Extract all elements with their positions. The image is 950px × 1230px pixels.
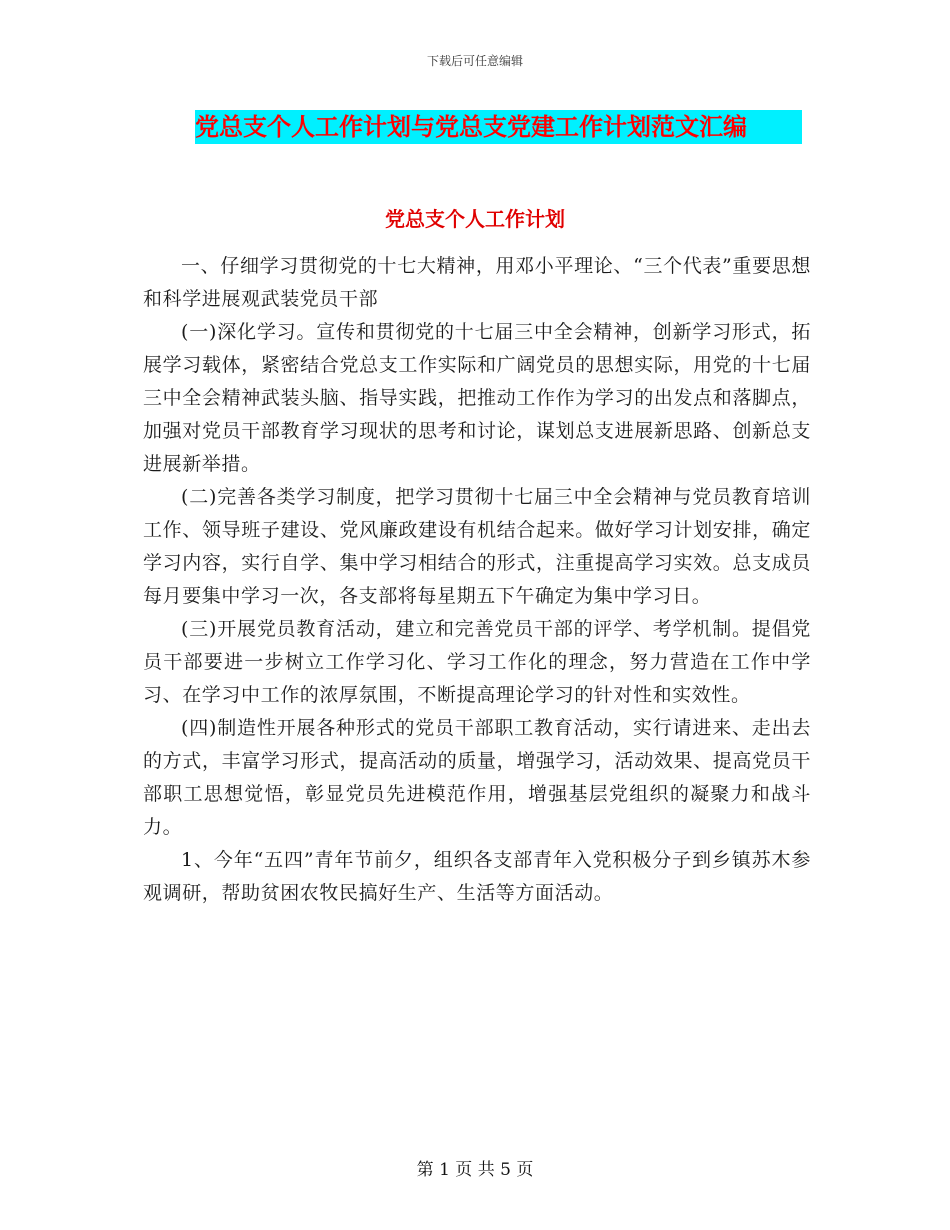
page-number-footer: 第 1 页 共 5 页 xyxy=(416,1160,534,1180)
paragraph-subitem-1: 1、今年“五四”青年节前夕，组织各支部青年入党积极分子到乡镇苏木参观调研，帮助贫困农牧民搞好生产、生活等方面活动。 xyxy=(143,849,811,904)
paragraph-heading-1: 一、仔细学习贯彻党的十七大精神，用邓小平理论、“三个代表”重要思想和科学进展观武装党员干部 xyxy=(143,255,811,310)
document-body xyxy=(143,250,811,910)
main-title-highlight xyxy=(195,110,802,144)
paragraph-item-2: (二)完善各类学习制度，把学习贯彻十七届三中全会精神与党员教育培训工作、领导班子建设、党风廉政建设有机结合起来。做好学习计划安排，确定学习内容，实行自学、集中学习相结合的形式，注重提高学习实效。总支成员每月要集中学习一次，各支部将每星期五下午确定为集中学习日。 xyxy=(143,486,811,607)
paragraph-item-3: (三)开展党员教育活动，建立和完善党员干部的评学、考学机制。提倡党员干部要进一步树立工作学习化、学习工作化的理念，努力营造在工作中学习、在学习中工作的浓厚氛围，不断提高理论学习的针对性和实效性。 xyxy=(143,618,811,706)
paragraph-item-4: (四)制造性开展各种形式的党员干部职工教育活动，实行请进来、走出去的方式，丰富学习形式，提高活动的质量，增强学习，活动效果、提高党员干部职工思想觉悟，彰显党员先进模范作用，增强基层党组织的凝聚力和战斗力。 xyxy=(143,717,811,838)
section-title: 党总支个人工作计划 xyxy=(385,207,565,231)
download-note: 下载后可任意编辑 xyxy=(426,54,523,68)
main-title: 党总支个人工作计划与党总支党建工作计划范文汇编 xyxy=(195,113,747,141)
paragraph-item-1: (一)深化学习。宣传和贯彻党的十七届三中全会精神，创新学习形式，拓展学习载体，紧密结合党总支工作实际和广阔党员的思想实际，用党的十七届三中全会精神武装头脑、指导实践，把推动工作作为学习的出发点和落脚点，加强对党员干部教育学习现状的思考和讨论，谋划总支进展新思路、创新总支进展新举措。 xyxy=(143,321,811,475)
